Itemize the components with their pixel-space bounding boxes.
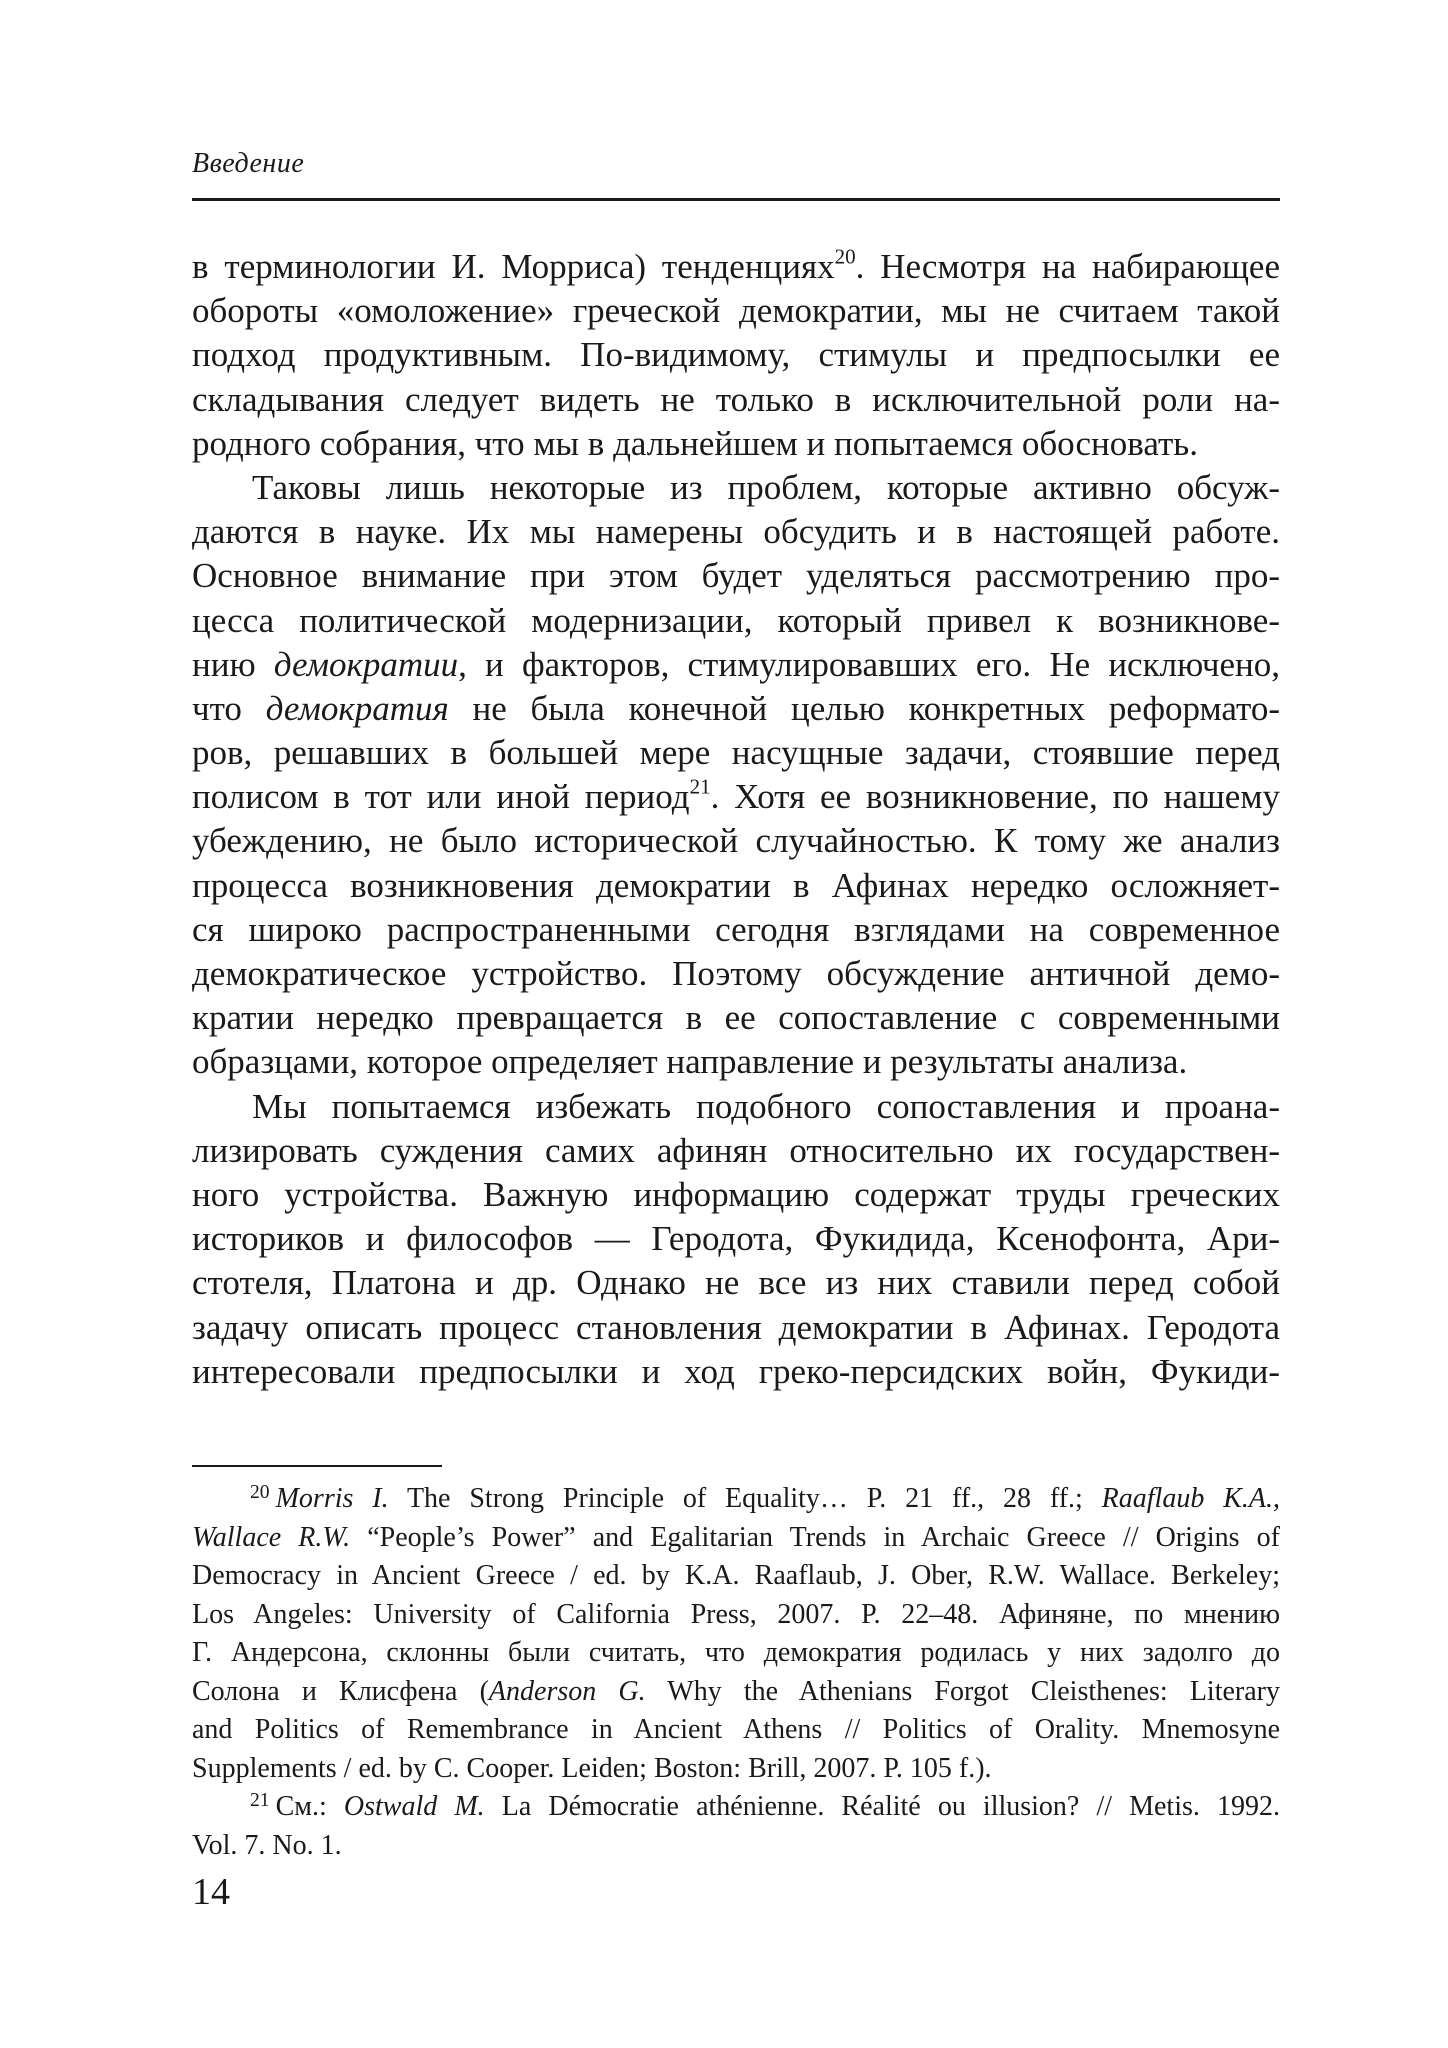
text-line: Основное внимание при этом будет уделяться рассмотрению про- <box>192 556 1280 596</box>
text-line: цесса политической модернизации, который привел к возникнове- <box>192 600 1280 640</box>
text-line: кратии нередко превращается в ее сопоставление с современными <box>192 998 1280 1038</box>
footnote-line: Солона и Клисфена (Anderson G. Why the Athenians Forgot Cleisthenes: Literary <box>192 1675 1280 1707</box>
text-line: в терминологии И. Морриса) тенденциях$^{20}$. Несмотря на набирающее <box>192 244 1281 286</box>
running-head: Введение <box>192 148 305 179</box>
text-line: лизировать суждения самих афинян относительно их государствен- <box>192 1130 1280 1170</box>
text-line: ся широко распространенными сегодня взглядами на современное <box>192 909 1280 949</box>
footnote-rule <box>192 1465 442 1467</box>
text-line: подход продуктивным. По-видимому, стимулы и предпосылки ее <box>192 335 1280 375</box>
text-line: Таковы лишь некоторые из проблем, которые активно обсуж- <box>252 467 1280 507</box>
footnote-line: $^{21}$ См.: Ostwald M. La Démocratie athénienne. Réalité ou illusion? // Metis. 1992. <box>250 1790 1280 1822</box>
footnote-line: Democracy in Ancient Greece / ed. by K.A. Raaflaub, J. Ober, R.W. Wallace. Berkeley; <box>192 1560 1280 1591</box>
text-line: демократическое устройство. Поэтому обсуждение античной демо- <box>192 954 1280 993</box>
footnote-number: 21 <box>250 1790 270 1812</box>
text-line: Мы попытаемся избежать подобного сопоставления и проана- <box>252 1086 1280 1126</box>
text-line: ров, решавших в большей мере насущные задачи, стоявшие перед <box>192 733 1280 773</box>
text-line: интересовали предпосылки и ход греко-персидских войн, Фукиди- <box>192 1351 1280 1391</box>
footnote-ref-21[interactable]: 21 <box>689 774 711 799</box>
text-line: ного устройства. Важную информацию содержат труды греческих <box>192 1174 1280 1214</box>
footnote-ref-20[interactable]: 20 <box>834 244 856 269</box>
text-line: что демократия не была конечной целью конкретных реформато- <box>192 688 1280 728</box>
text-line: задачу описать процесс становления демократии в Афинах. Геродота <box>192 1307 1280 1347</box>
text-line: процесса возникновения демократии в Афинах нередко осложняет- <box>192 865 1280 905</box>
text-line: складывания следует видеть не только в исключительной роли на- <box>192 379 1280 419</box>
text-line: обороты «омоложение» греческой демократии, мы не считаем такой <box>192 291 1280 331</box>
footnote-20 <box>192 1480 1280 1788</box>
footnotes <box>192 1480 1280 1865</box>
footnote-21 <box>192 1788 1280 1865</box>
footnote-line: $^{20}$ Morris I. The Strong Principle of Equality… P. 21 ff., 28 ff.; Raaflaub K.A., <box>250 1482 1280 1514</box>
footnote-number: 20 <box>250 1482 270 1504</box>
text-line: даются в науке. Их мы намерены обсудить и в настоящей работе. <box>192 512 1280 552</box>
page-number: 14 <box>192 1871 230 1913</box>
footnote-line: Vol. 7. No. 1. <box>192 1829 342 1861</box>
text-line: убеждению, не было исторической случайностью. К тому же анализ <box>192 821 1280 861</box>
header-rule <box>192 198 1280 201</box>
footnote-line: and Politics of Remembrance in Ancient Athens // Politics of Orality. Mnemosyne <box>192 1714 1280 1745</box>
text-line: полисом в тот или иной период$^{21}$. Хотя ее возникновение, по нашему <box>192 774 1280 817</box>
text-line: родного собрания, что мы в дальнейшем и попытаемся обосновать. <box>192 423 1198 463</box>
footnote-line: Wallace R.W. “People’s Power” and Egalitarian Trends in Archaic Greece // Origins of <box>192 1521 1280 1553</box>
footnote-line: Supplements / ed. by C. Cooper. Leiden; Boston: Brill, 2007. P. 105 f.). <box>192 1752 992 1784</box>
footnote-line: Г. Андерсона, склонны были считать, что демократия родилась у них задолго до <box>192 1637 1280 1668</box>
text-line: историков и философов — Геродота, Фукидида, Ксенофонта, Ари- <box>192 1219 1280 1259</box>
text-line: образцами, которое определяет направление и результаты анализа. <box>192 1042 1188 1082</box>
footnote-line: Los Angeles: University of California Press, 2007. P. 22–48. Афиняне, по мнению <box>192 1598 1280 1630</box>
text-line: нию демократии, и факторов, стимулировавших его. Не исключено, <box>192 644 1280 684</box>
body-text <box>192 245 1280 1394</box>
text-line: стотеля, Платона и др. Однако не все из них ставили перед собой <box>192 1263 1280 1303</box>
